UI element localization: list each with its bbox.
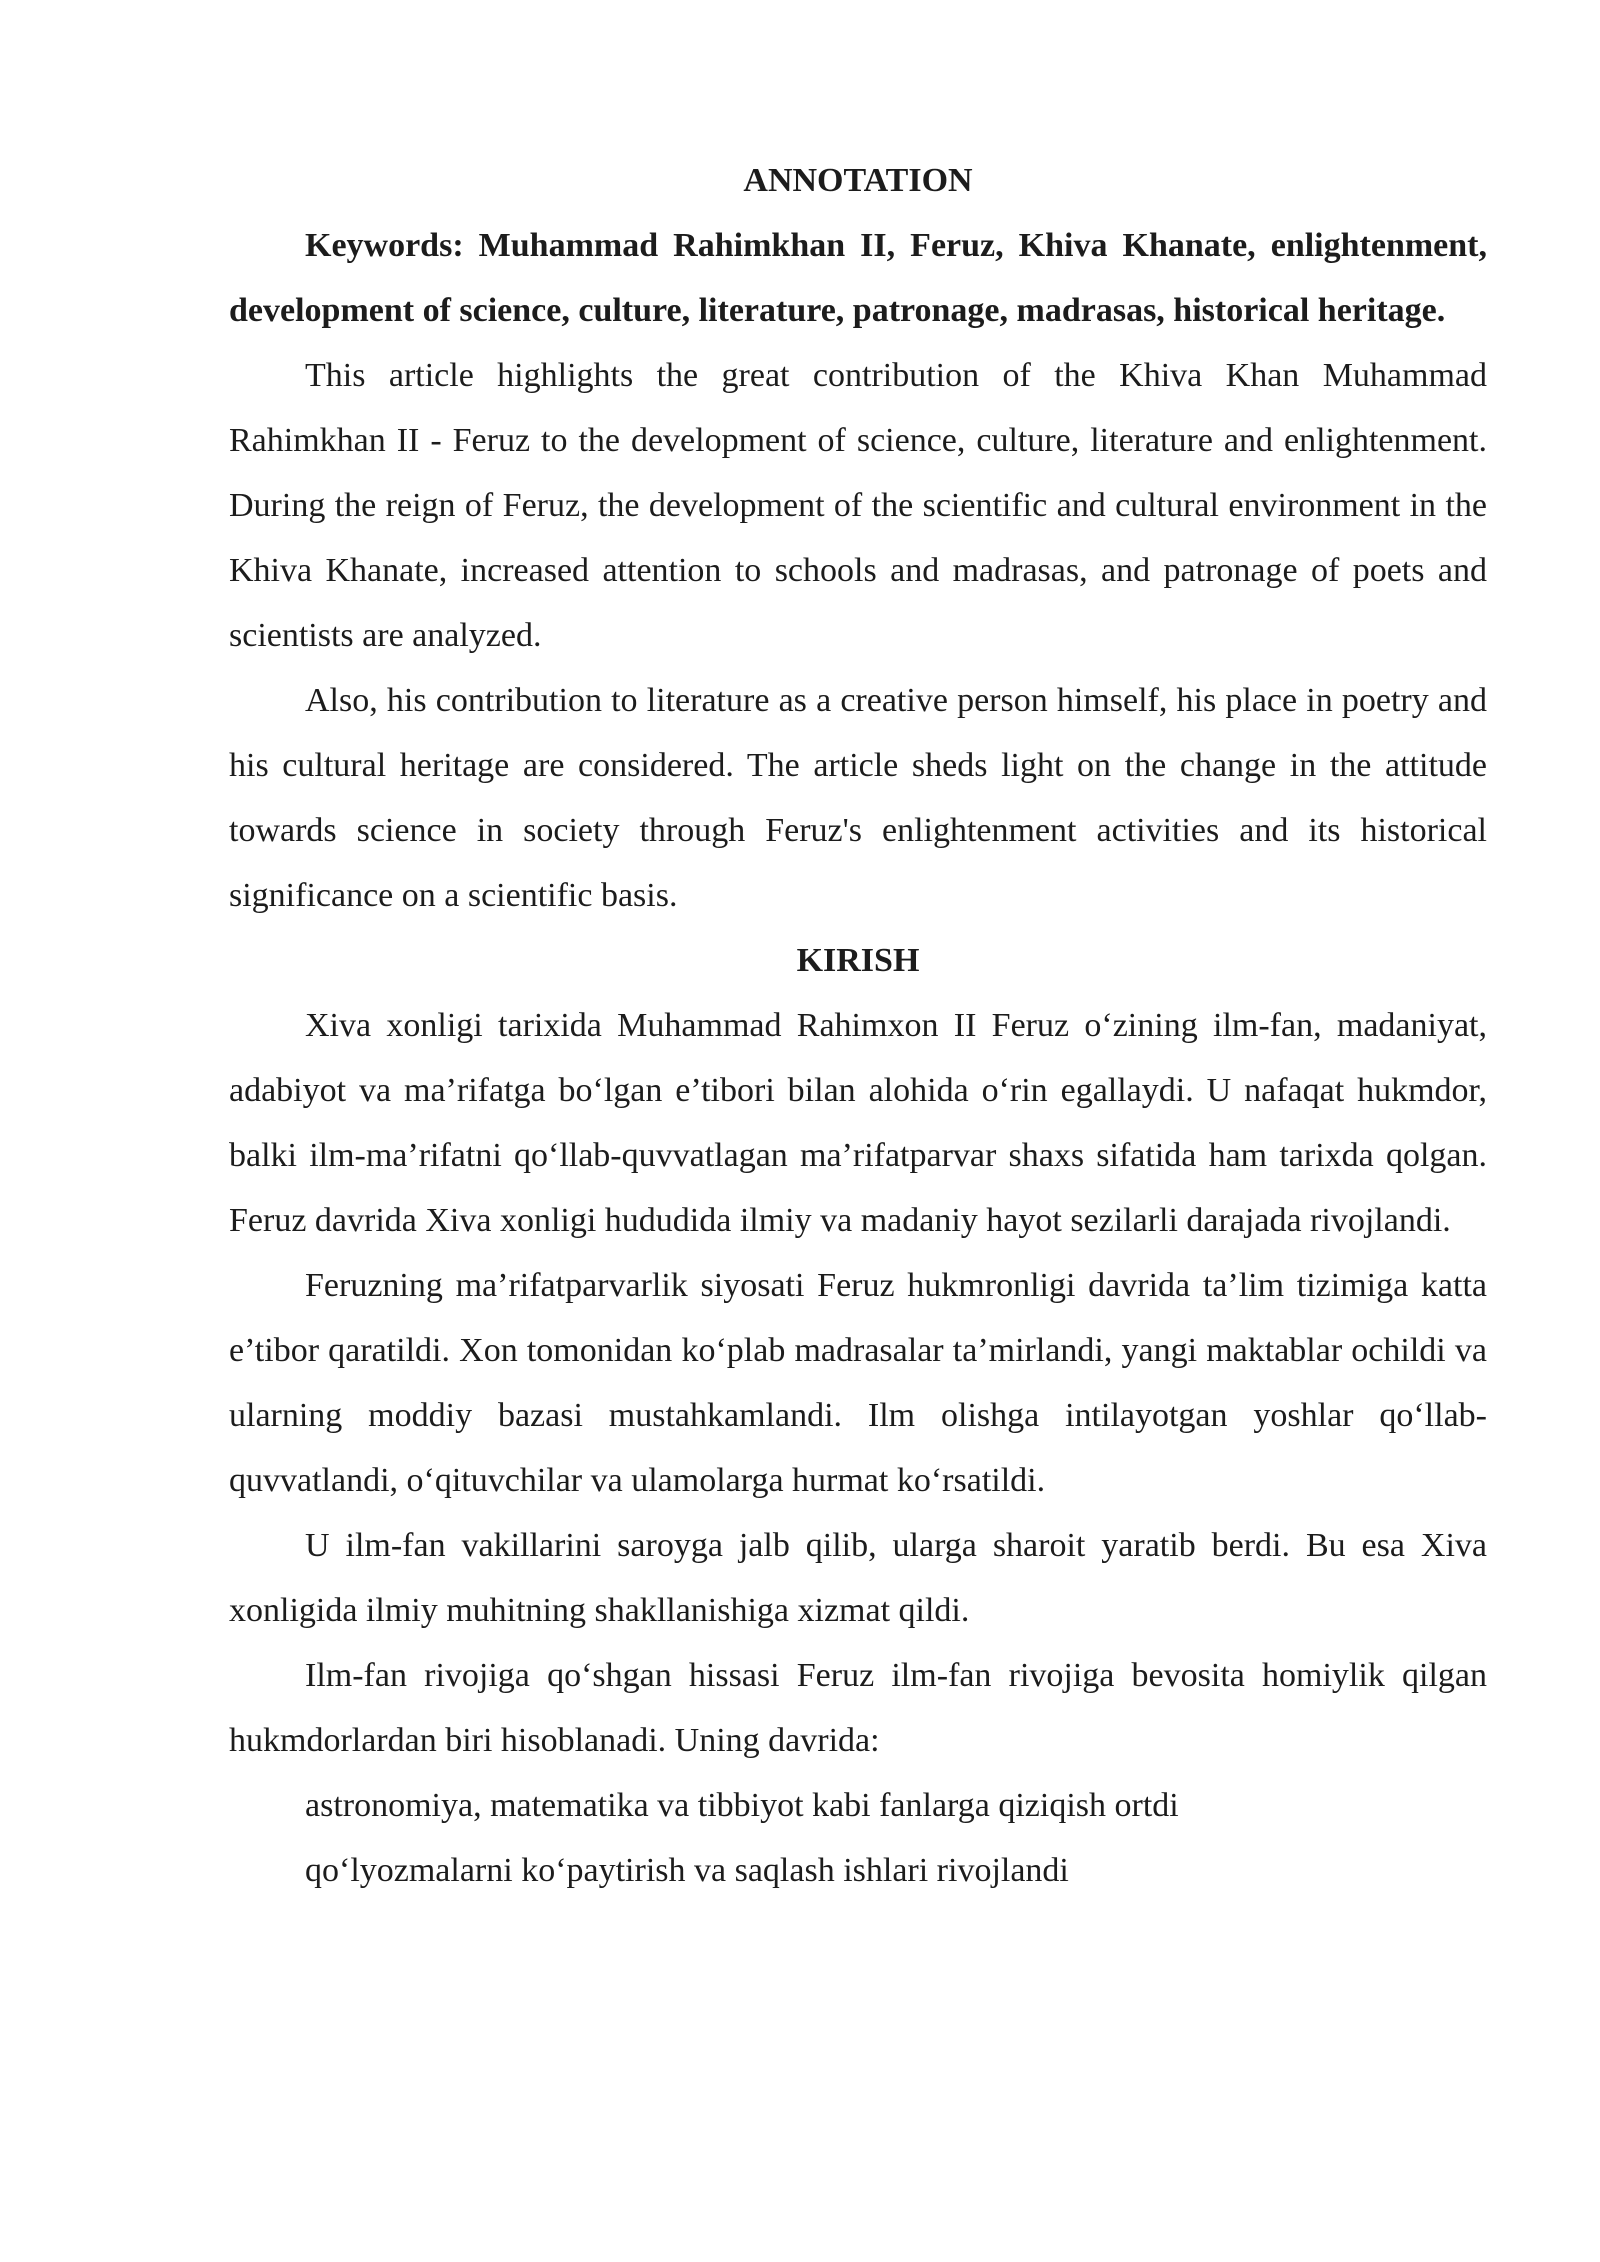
kirish-paragraph: Ilm-fan rivojiga qo‘shgan hissasi Feruz ilm-fan rivojiga bevosita homiylik qilgan hukmdorlardan biri hisoblanadi. Uning davrida: [229,1657,1487,1759]
annotation-paragraph: This article highlights the great contribution of the Khiva Khan Muhammad Rahimkhan II - Feruz to the development of science, culture, literature and enlightenment. During the reign of Feruz, the development of the scientific and cultural environment in the Khiva Khanate, increased attention to schools and madrasas, and patronage of poets and scientists are analyzed. [229,357,1487,654]
kirish-heading: KIRISH [796,942,920,979]
kirish-paragraph: Xiva xonligi tarixida Muhammad Rahimxon II Feruz o‘zining ilm-fan, madaniyat, adabiyot va ma’rifatga bo‘lgan e’tibori bilan alohida o‘rin egallaydi. U nafaqat hukmdor, balki ilm-ma’rifatni qo‘llab-quvvatlagan ma’rifatparvar shaxs sifatida ham tarixda qolgan. Feruz davrida Xiva xonligi hududida ilmiy va madaniy hayot sezilarli darajada rivojlandi. [229,1007,1487,1239]
kirish-paragraph: U ilm-fan vakillarini saroyga jalb qilib, ularga sharoit yaratib berdi. Bu esa Xiva xonligida ilmiy muhitning shakllanishiga xizmat qildi. [229,1527,1487,1629]
achievements-list [229,1773,1487,1903]
annotation-paragraph: Also, his contribution to literature as a creative person himself, his place in poetry and his cultural heritage are considered. The article sheds light on the change in the attitude towards science in society through Feruz's enlightenment activities and its historical significance on a scientific basis. [229,682,1487,914]
document-page [229,148,1487,1903]
list-item: qo‘lyozmalarni ko‘paytirish va saqlash ishlari rivojlandi [305,1852,1069,1889]
list-item: astronomiya, matematika va tibbiyot kabi fanlarga qiziqish ortdi [305,1787,1179,1824]
annotation-heading: ANNOTATION [743,162,973,199]
kirish-paragraph: Feruzning ma’rifatparvarlik siyosati Feruz hukmronligi davrida ta’lim tizimiga katta e’tibor qaratildi. Xon tomonidan ko‘plab madrasalar ta’mirlandi, yangi maktablar ochildi va ularning moddiy bazasi mustahkamlandi. Ilm olishga intilayotgan yoshlar qo‘llab-quvvatlandi, o‘qituvchilar va ulamolarga hurmat ko‘rsatildi. [229,1267,1487,1499]
keywords-paragraph: Keywords: Muhammad Rahimkhan II, Feruz, Khiva Khanate, enlightenment, development of science, culture, literature, patronage, madrasas, historical heritage. [229,227,1487,329]
